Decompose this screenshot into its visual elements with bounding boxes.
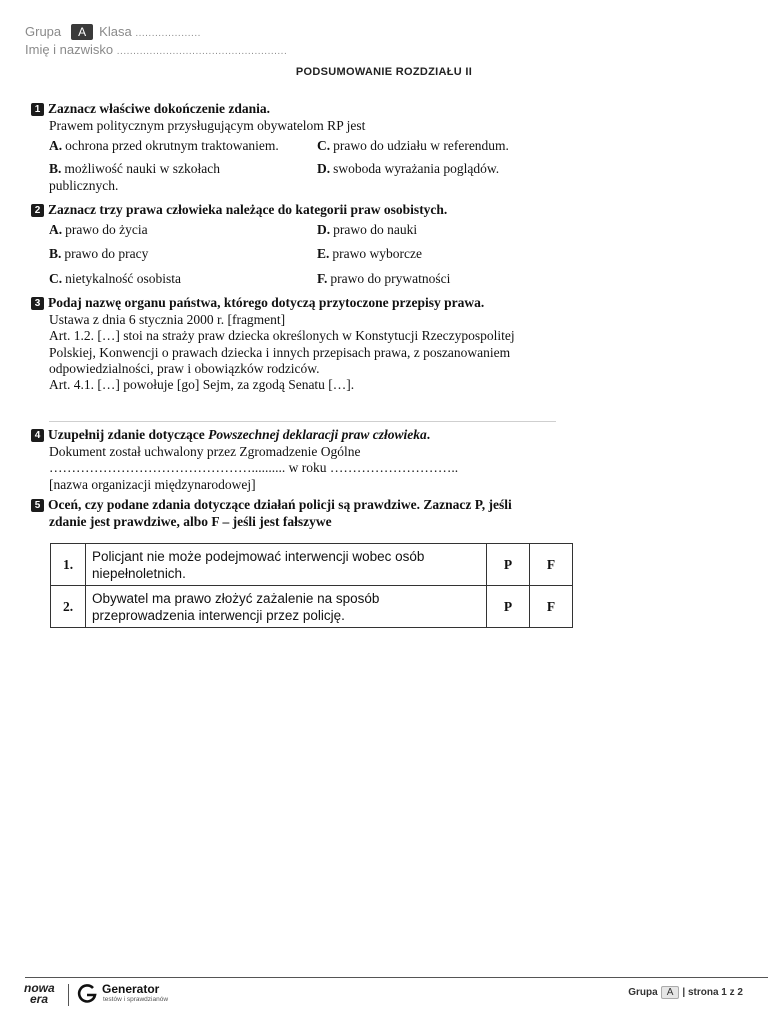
answer-option[interactable] <box>49 246 148 262</box>
option-text: prawo do pracy <box>64 246 149 261</box>
question-number: 3 <box>31 297 44 310</box>
question-number: 4 <box>31 429 44 442</box>
answer-option[interactable] <box>49 222 148 238</box>
false-option[interactable]: F <box>530 544 573 586</box>
option-letter: C. <box>49 271 63 286</box>
source-text-line: odpowiedzialności, praw i obowiązków rodziców. <box>49 361 320 376</box>
option-text: ochrona przed okrutnym traktowaniem. <box>65 138 279 153</box>
footer-divider <box>25 977 768 978</box>
generator-logo-subtitle: testów i sprawdzianów <box>103 996 169 1003</box>
option-text: prawo do nauki <box>333 222 418 237</box>
question-1 <box>31 101 270 117</box>
option-text: prawo wyborcze <box>332 246 422 261</box>
option-text: swoboda wyrażania poglądów. <box>333 161 500 176</box>
option-letter: B. <box>49 246 62 261</box>
question-stem: Prawem politycznym przysługującym obywatelom RP jest <box>49 118 366 133</box>
class-label: Klasa <box>99 24 132 39</box>
option-letter: D. <box>317 161 331 176</box>
option-text: prawo do prywatności <box>330 271 451 286</box>
document-title: Powszechnej deklaracji praw człowieka <box>208 427 427 442</box>
group-class-line <box>25 24 201 40</box>
group-badge: A <box>71 24 93 40</box>
question-4 <box>31 427 430 443</box>
option-letter: B. <box>49 161 62 176</box>
source-text-line: Ustawa z dnia 6 stycznia 2000 r. [fragment] <box>49 312 286 327</box>
fill-in-blanks[interactable]: ……………………………………….......... w roku ……………………….. <box>49 460 459 475</box>
question-text: Podaj nazwę organu państwa, którego dotyczą przytoczone przepisy prawa. <box>48 295 485 310</box>
answer-option[interactable] <box>317 222 417 238</box>
option-text: prawo do życia <box>65 222 148 237</box>
blank-hint: [nazwa organizacji międzynarodowej] <box>49 477 256 492</box>
question-text-suffix: . <box>426 427 431 442</box>
question-number: 1 <box>31 103 44 116</box>
generator-logo-icon <box>76 983 98 1005</box>
option-text-continuation: publicznych. <box>49 178 119 193</box>
row-number: 2. <box>51 586 86 628</box>
statement-text: Policjant nie może podejmować interwencji wobec osób niepełnoletnich. <box>86 544 487 586</box>
question-text-continuation: zdanie jest prawdziwe, albo F – jeśli jest fałszywe <box>49 514 332 529</box>
sentence-line: Dokument został uchwalony przez Zgromadzenie Ogólne <box>49 444 361 459</box>
source-text-line: Polskiej, Konwencji o prawach dziecka i innych przepisach prawa, z poszanowaniem <box>49 345 511 360</box>
logo-text-era: era <box>30 992 49 1006</box>
class-field[interactable]: .................... <box>135 28 201 39</box>
answer-line[interactable] <box>49 421 556 422</box>
page-title: PODSUMOWANIE ROZDZIAŁU II <box>295 66 473 78</box>
question-text: Oceń, czy podane zdania dotyczące działań policji są prawdziwe. Zaznacz P, jeśli <box>48 497 512 512</box>
footer-group-label: Grupa <box>628 987 658 998</box>
answer-option[interactable] <box>317 246 422 262</box>
question-2 <box>31 202 447 218</box>
question-5 <box>31 497 512 513</box>
name-line <box>25 42 287 57</box>
source-text-line: Art. 1.2. […] stoi na straży praw dziecka określonych w Konstytucji Rzeczypospolitej <box>49 328 515 343</box>
source-text-line: Art. 4.1. […] powołuje [go] Sejm, za zgodą Senatu […]. <box>49 377 355 392</box>
option-letter: E. <box>317 246 330 261</box>
question-text-prefix: Uzupełnij zdanie dotyczące <box>48 427 209 442</box>
page-number: | strona 1 z 2 <box>682 987 743 998</box>
group-label: Grupa <box>25 24 62 39</box>
option-letter: F. <box>317 271 328 286</box>
footer-group-badge: A <box>661 986 680 999</box>
answer-option[interactable] <box>49 271 181 287</box>
answer-option[interactable] <box>317 271 450 287</box>
option-letter: A. <box>49 222 63 237</box>
option-letter: C. <box>317 138 331 153</box>
question-text: Zaznacz właściwe dokończenie zdania. <box>48 101 270 116</box>
answer-option[interactable] <box>317 138 509 154</box>
generator-logo-text: Generator <box>102 982 160 996</box>
option-letter: A. <box>49 138 63 153</box>
logo-separator <box>68 984 69 1006</box>
true-false-table <box>50 543 573 628</box>
answer-option[interactable] <box>49 161 220 177</box>
option-letter: D. <box>317 222 331 237</box>
question-number: 5 <box>31 499 44 512</box>
nowa-era-logo <box>24 983 55 1005</box>
question-text <box>48 427 430 442</box>
statement-text: Obywatel ma prawo złożyć zażalenie na sposób przeprowadzenia interwencji przez policję. <box>86 586 487 628</box>
answer-option[interactable] <box>317 161 499 177</box>
true-option[interactable]: P <box>487 586 530 628</box>
question-number: 2 <box>31 204 44 217</box>
answer-option[interactable] <box>49 138 279 154</box>
name-field[interactable]: .................................................... <box>116 46 288 57</box>
option-text: prawo do udziału w referendum. <box>333 138 509 153</box>
page-footer-info <box>628 986 743 999</box>
question-3 <box>31 295 484 311</box>
row-number: 1. <box>51 544 86 586</box>
question-text: Zaznacz trzy prawa człowieka należące do kategorii praw osobistych. <box>48 202 448 217</box>
true-option[interactable]: P <box>487 544 530 586</box>
option-text: możliwość nauki w szkołach <box>64 161 220 176</box>
option-text: nietykalność osobista <box>65 271 181 286</box>
name-label: Imię i nazwisko <box>25 42 114 57</box>
false-option[interactable]: F <box>530 586 573 628</box>
logo-text-nowa: nowa <box>24 981 55 995</box>
table-row <box>51 544 573 586</box>
table-row <box>51 586 573 628</box>
